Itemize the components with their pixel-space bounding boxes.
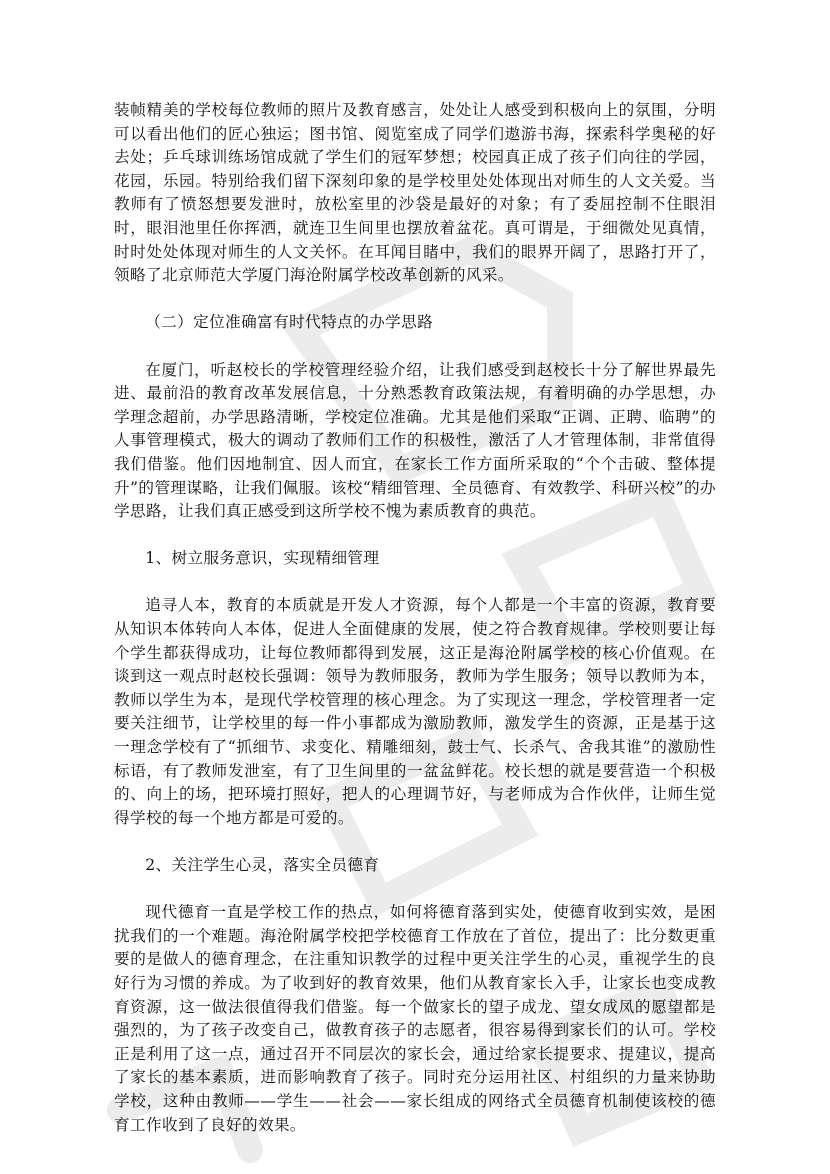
section-heading-2: （二）定位准确富有时代特点的办学思路	[145, 313, 434, 332]
paragraph-p2: 在厦门，听赵校长的学校管理经验介绍，让我们感受到赵校长十分了解世界最先进、最前沿的教育改革发展信息，十分熟悉教育政策法规，有着明确的办学思想，办学理念超前，办学思路清晰，学校定位准确。尤其是他们采取“正调、正聘、临聘”的人事管理模式，极大的调动了教师们工作的积极性，激活了人才管理体制，非常值得我们借鉴。他们因地制宜、因人而宜，在家长工作方面所采取的“个个击破、整体提升”的管理谋略，让我们佩服。该校“精细管理、全员德育、有效教学、科研兴校”的办学思路，让我们真正感受到这所学校不愧为素质教育的典范。	[114, 360, 716, 521]
paragraph-p1: 装帧精美的学校每位教师的照片及教育感言，处处让人感受到积极向上的氛围，分明可以看出他们的匠心独运；图书馆、阅览室成了同学们遨游书海，探索科学奥秘的好去处；乒乓球训练场馆成就了学生们的冠军梦想；校园真正成了孩子们向往的学园，花园，乐园。特别给我们留下深刻印象的是学校里处处体现出对师生的人文关爱。当教师有了愤怒想要发泄时，放松室里的沙袋是最好的对象；有了委屈控制不住眼泪时，眼泪池里任你挥洒，就连卫生间里也摆放着盆花。真可谓是，于细微处见真情，时时处处体现对师生的人文关怀。在耳闻目睹中，我们的眼界开阔了，思路打开了，领略了北京师范大学厦门海沧附属学校改革创新的风采。	[114, 101, 716, 285]
subheading-2: 2、关注学生心灵，落实全员德育	[145, 856, 380, 874]
paragraph-gap	[114, 335, 716, 359]
paragraph-p3: 追寻人本，教育的本质就是开发人才资源，每个人都是一个丰富的资源，教育要从知识本体转向人本体，促进人全面健康的发展，使之符合教育规律。学校则要让每个学生都获得成功，让每位教师都得到发展，这正是海沧附属学校的核心价值观。在谈到这一观点时赵校长强调：领导为教师服务，教师为学生服务；领导以教师为本，教师以学生为本，是现代学校管理的核心理念。为了实现这一理念，学校管理者一定要关注细节，让学校里的每一件小事都成为激励教师，激发学生的资源，正是基于这一理念学校有了“抓细节、求变化、精雕细刻，鼓士气、长杀气、舍我其谁”的激励性标语，有了教师发泄室，有了卫生间里的一盆盆鲜花。校长想的就是要营造一个积极的、向上的场，把环境打照好，把人的心理调节好，与老师成为合作伙伴，让师生觉得学校的每一个地方都是可爱的。	[114, 596, 716, 827]
paragraph-gap	[114, 571, 716, 595]
subheading-1: 1、树立服务意识，实现精细管理	[145, 549, 380, 568]
paragraph-gap	[114, 878, 716, 902]
paragraph-gap	[114, 524, 716, 548]
document-body	[114, 99, 716, 1137]
paragraph-gap	[114, 288, 716, 312]
paragraph-p4: 现代德育一直是学校工作的热点，如何将德育落到实处，使德育收到实效，是困扰我们的一个难题。海沧附属学校把学校德育工作放在了首位，提出了：比分数更重要的是做人的德育理念，在注重知识教学的过程中更关注学生的心灵，重视学生的良好行为习惯的养成。为了收到好的教育效果，他们从教育家长入手，让家长也变成教育资源，这一做法很值得我们借鉴。每一个做家长的望子成龙、望女成凤的愿望都是强烈的，为了孩子改变自己，做教育孩子的志愿者，很容易得到家长们的认可。学校正是利用了这一点，通过召开不同层次的家长会，通过给家长提要求、提建议，提高了家长的基本素质，进而影响教育了孩子。同时充分运用社区、村组织的力量来协助学校，这种由教师——学生——社会——家长组成的网络式全员德育机制使该校的德育工作收到了良好的效果。	[114, 903, 716, 1134]
paragraph-gap	[114, 830, 716, 854]
